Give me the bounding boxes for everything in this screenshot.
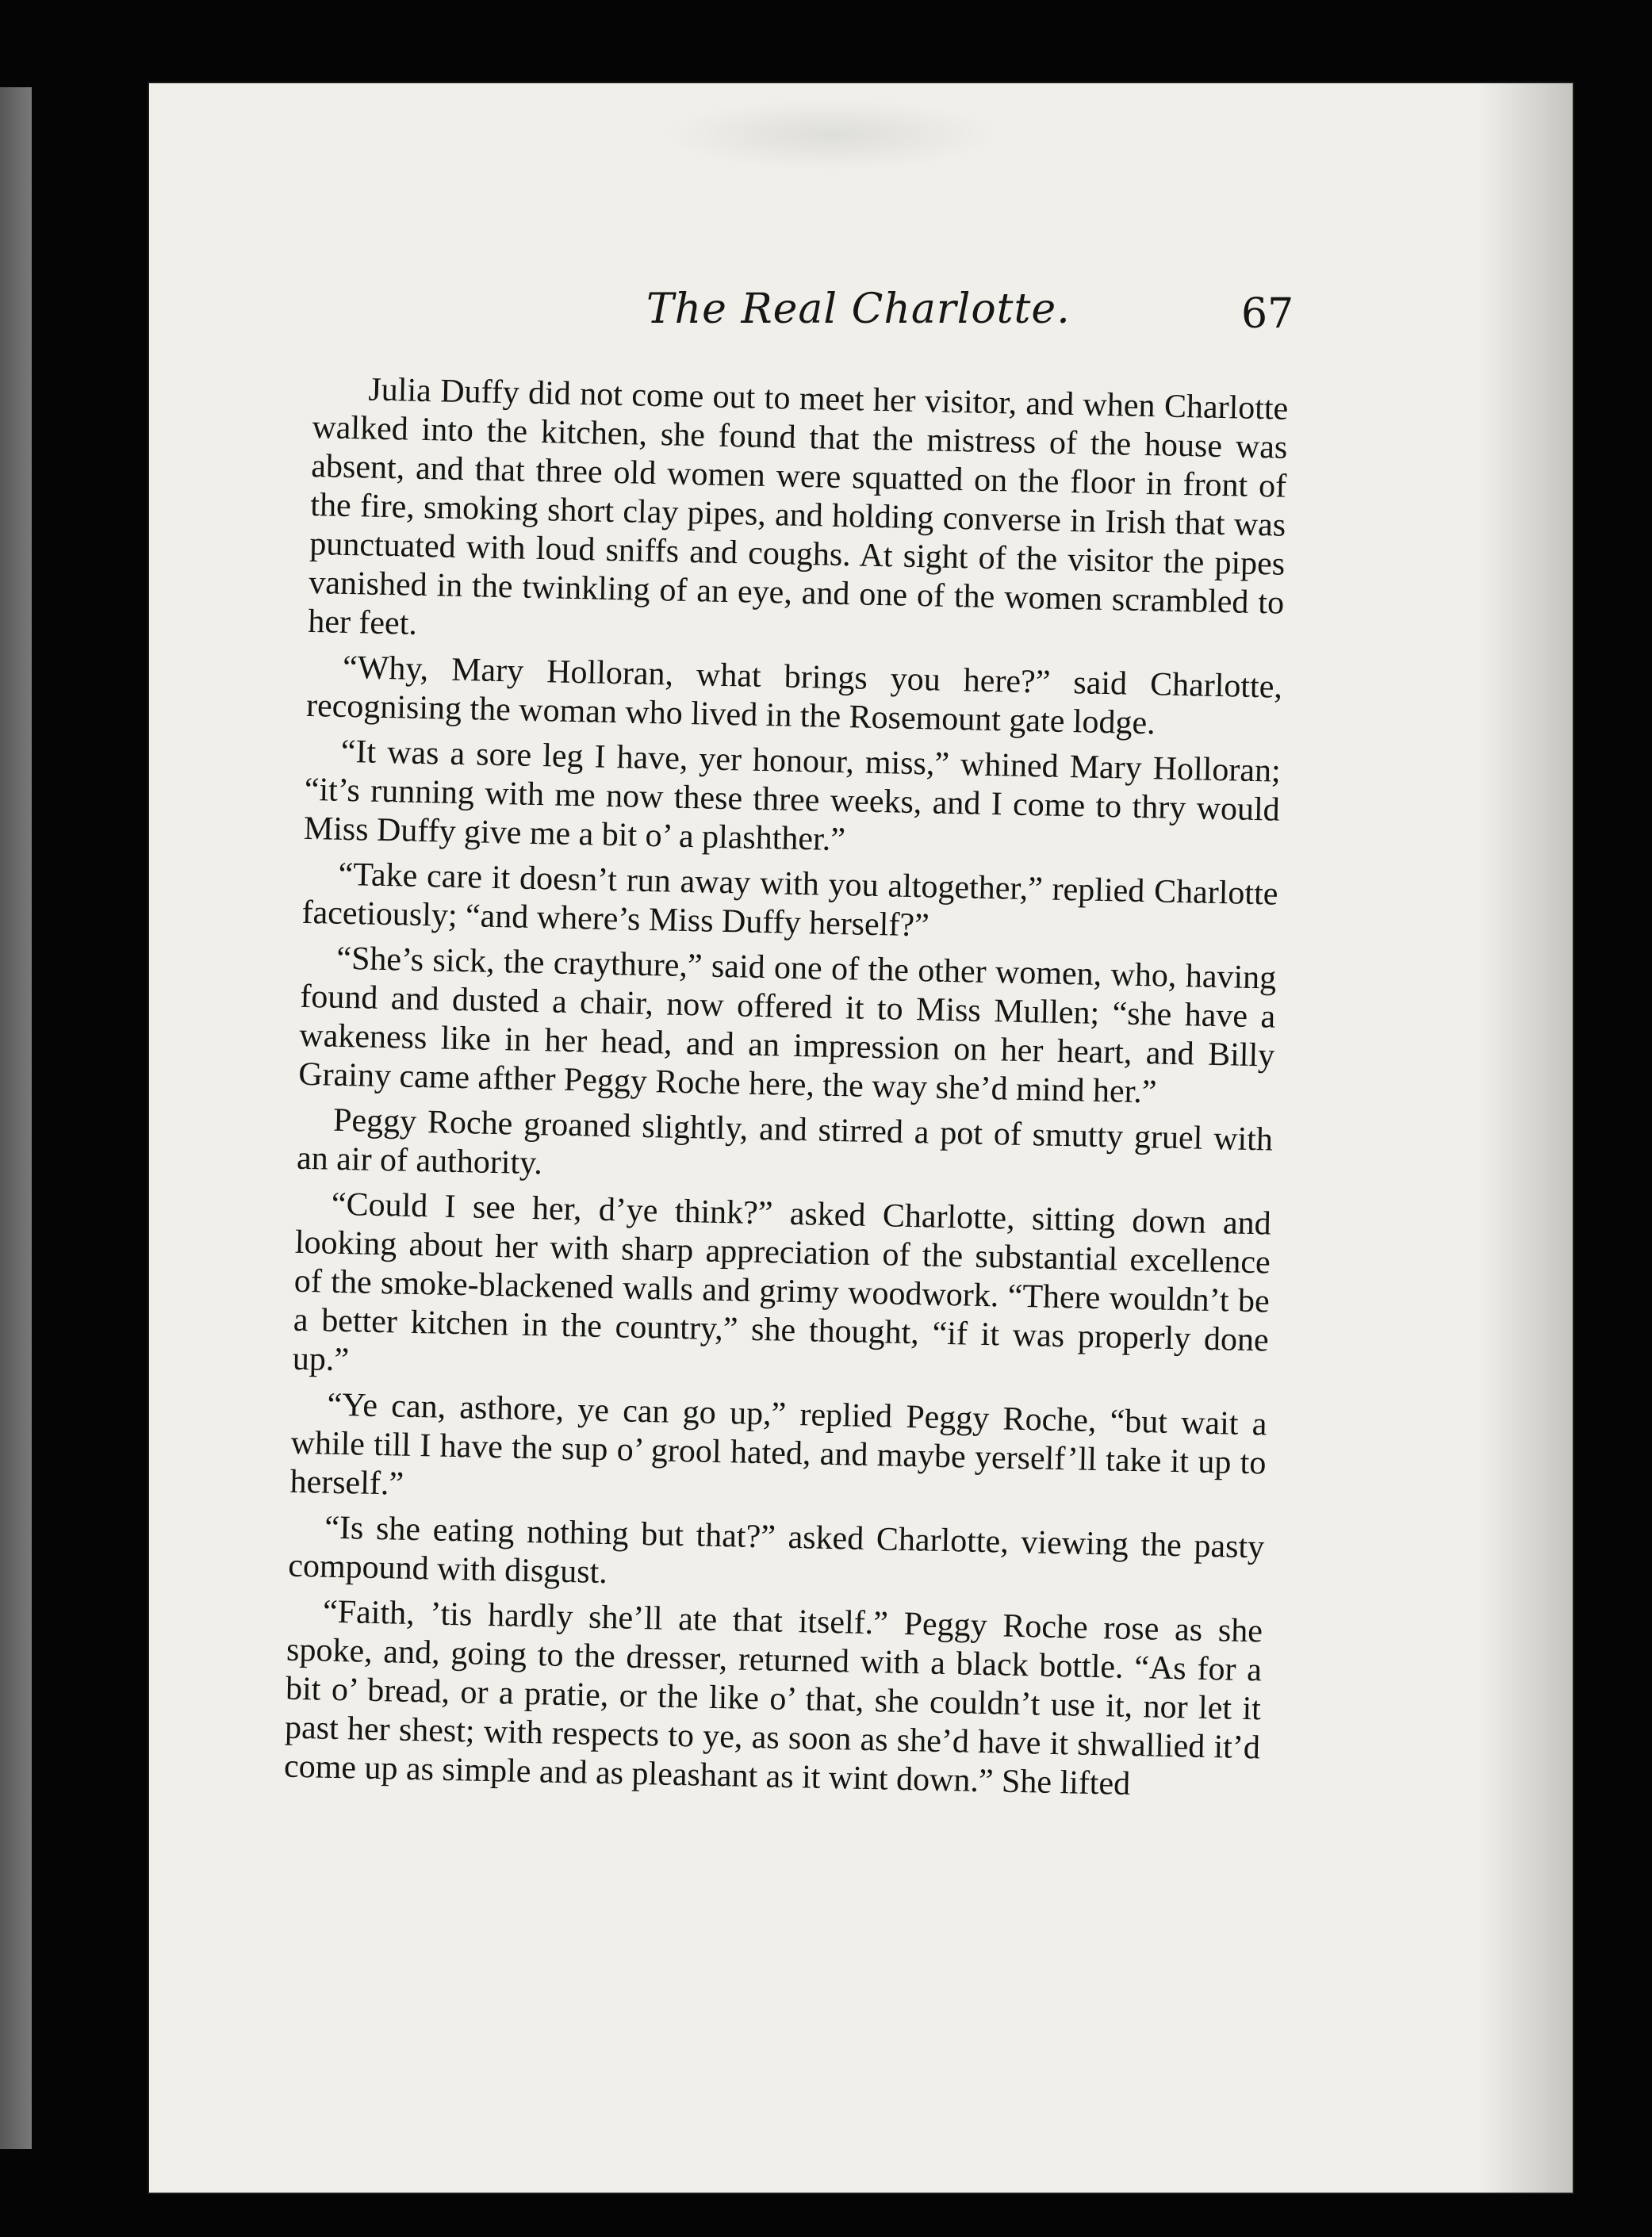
paragraph: “Why, Mary Holloran, what brings you here?” said Charlotte, recognising the woman who lived in the Rosemount gate lodge. <box>305 649 1283 742</box>
paragraph: Peggy Roche groaned slightly, and stirred a pot of smutty gruel with an air of authority. <box>296 1101 1274 1182</box>
running-title: The Real Charlotte. <box>646 285 1071 333</box>
page-number: 67 <box>1241 290 1294 338</box>
facing-page-edge <box>0 87 32 2149</box>
paragraph: “Faith, ’tis hardly she’ll ate that itself.” Peggy Roche rose as she spoke, and, going to the dresser, returned with a black bottle. “As for a bit o’ bread, or a pratie, or the like o’ that, she couldn’t use it, nor let it past her shest; with respects to ye, as soon as she’d have it shwallied it’d come up as simple and as pleashant as it wint down.” She lifted <box>283 1593 1263 1802</box>
page-smudge <box>665 99 998 170</box>
page-header <box>492 285 1294 349</box>
paragraph: “Could I see her, d’ye think?” asked Charlotte, sitting down and looking about her with sharp appreciation of the substantial excellence of the smoke-blackened walls and grimy woodwork. “There wouldn’t be a better kitchen in the country,” she thought, “if it was properly done up.” <box>292 1186 1272 1379</box>
paragraph: “Ye can, asthore, ye can go up,” replied Peggy Roche, “but wait a while till I have the sup o’ grool hated, and maybe yerself’ll take it up to herself.” <box>289 1386 1267 1503</box>
gutter-shadow <box>1478 83 1573 2193</box>
body-text <box>283 370 1288 1813</box>
paragraph: “Is she eating nothing but that?” asked Charlotte, viewing the pasty compound with disgust. <box>287 1509 1265 1592</box>
paragraph: Julia Duffy did not come out to meet her visitor, and when Charlotte walked into the kitchen, she found that the mistress of the house was absent, and that three old women were squatted on the floor in front of the fire, smoking short clay pipes, and holding converse in Irish that was punctuated with loud sniffs and coughs. At sight of the visitor the pipes vanished in the twinkling of an eye, and one of the women scrambled to her feet. <box>307 371 1289 642</box>
paragraph: “It was a sore leg I have, yer honour, miss,” whined Mary Holloran; “it’s running with me now these three weeks, and I come to thry would Miss Duffy give me a bit o’ a plashther.” <box>303 733 1282 859</box>
paragraph: “She’s sick, the craythure,” said one of the other women, who, having found and dusted a chair, now offered it to Miss Mullen; “she have a wakeness like in her head, and an impression on her heart, and Billy Grainy came afther Peggy Roche here, the way she’d mind her.” <box>297 940 1277 1111</box>
paragraph: “Take care it doesn’t run away with you altogether,” replied Charlotte facetiously; “and where’s Miss Duffy herself?” <box>301 856 1278 944</box>
